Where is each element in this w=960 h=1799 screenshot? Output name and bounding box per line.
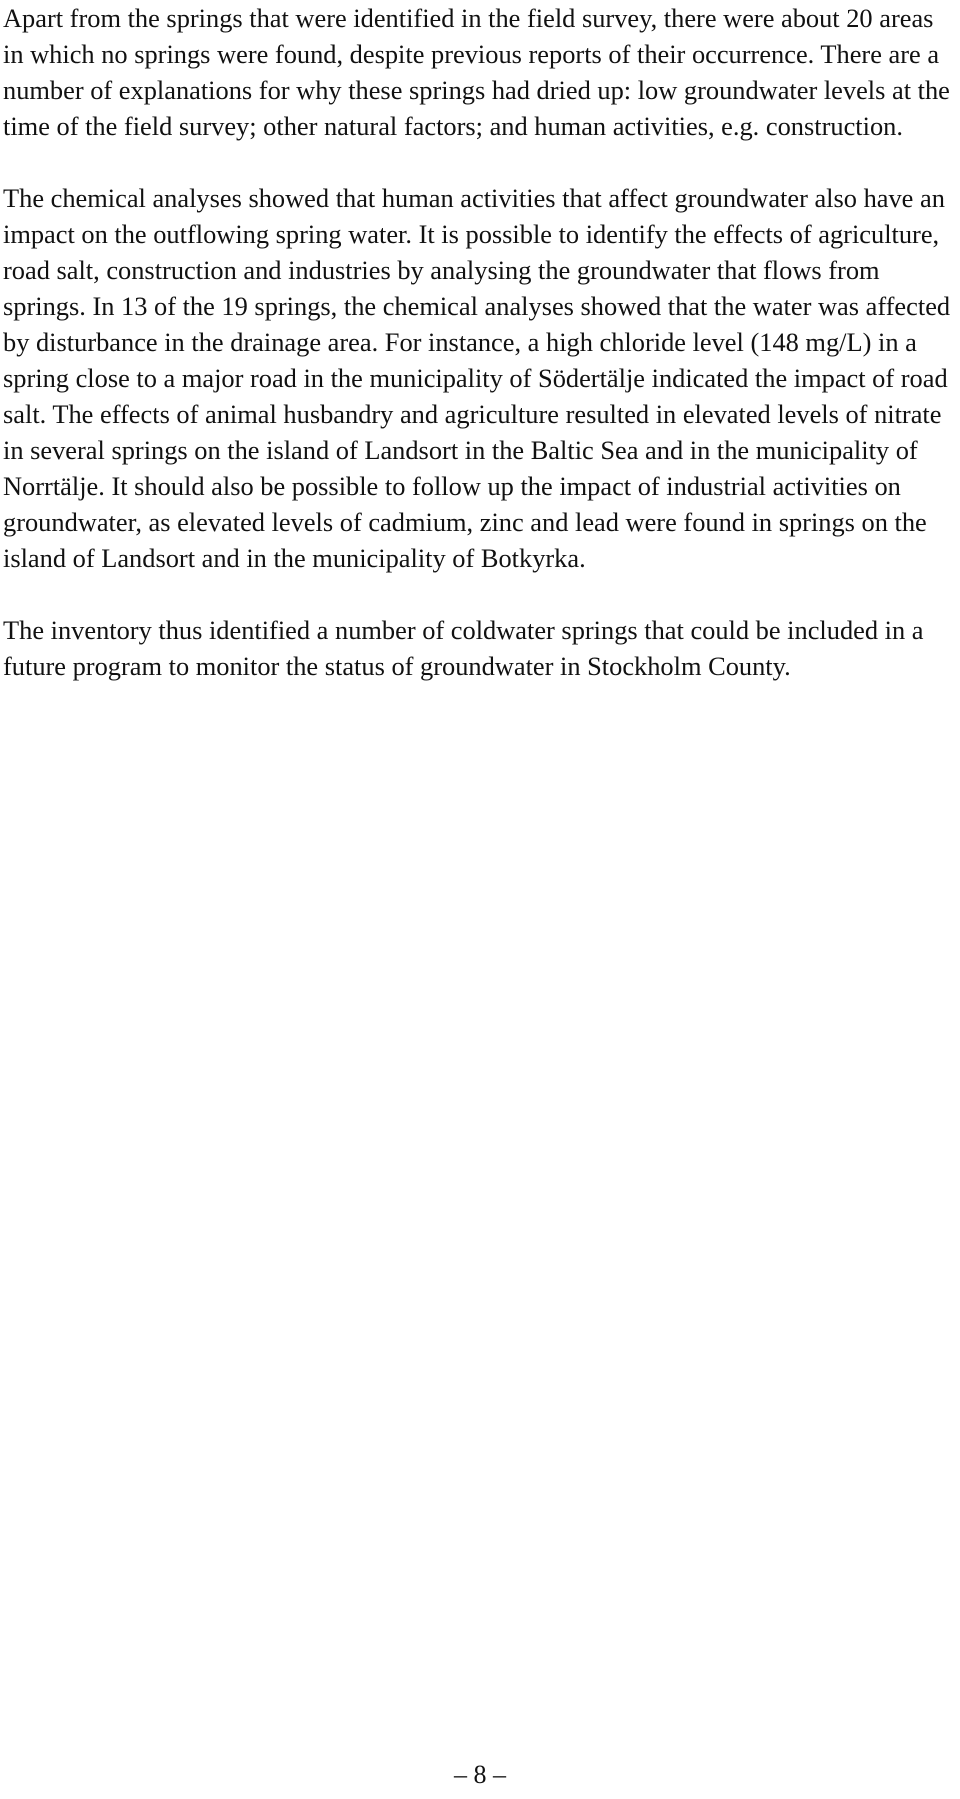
page-number: – 8 –	[454, 1760, 506, 1789]
paragraph-inventory-conclusion: The inventory thus identified a number of coldwater springs that could be included in a future program to monitor the status of groundwater in Stockholm County.	[3, 615, 924, 681]
paragraph-chemical-analyses: The chemical analyses showed that human activities that affect groundwater also have an impact on the outflowing spring water. It is possible to identify the effects of agriculture, road salt, construction and industries by analysing the groundwater that flows from springs. In 13 of the 19 springs, the chemical analyses showed that the water was affected by disturbance in the drainage area. For instance, a high chloride level (148 mg/L) in a spring close to a major road in the municipality of Södertälje indicated the impact of road salt. The effects of animal husbandry and agriculture resulted in elevated levels of nitrate in several springs on the island of Landsort in the Baltic Sea and in the municipality of Norrtälje. It should also be possible to follow up the impact of industrial activities on groundwater, as elevated levels of cadmium, zinc and lead were found in springs on the island of Landsort and in the municipality of Botkyrka.	[3, 183, 951, 573]
body-text	[3, 0, 958, 720]
paragraph-dried-springs: Apart from the springs that were identified in the field survey, there were about 20 areas in which no springs were found, despite previous reports of their occurrence. There are a number of explanations for why these springs had dried up: low groundwater levels at the time of the field survey; other natural factors; and human activities, e.g. construction.	[3, 3, 950, 141]
